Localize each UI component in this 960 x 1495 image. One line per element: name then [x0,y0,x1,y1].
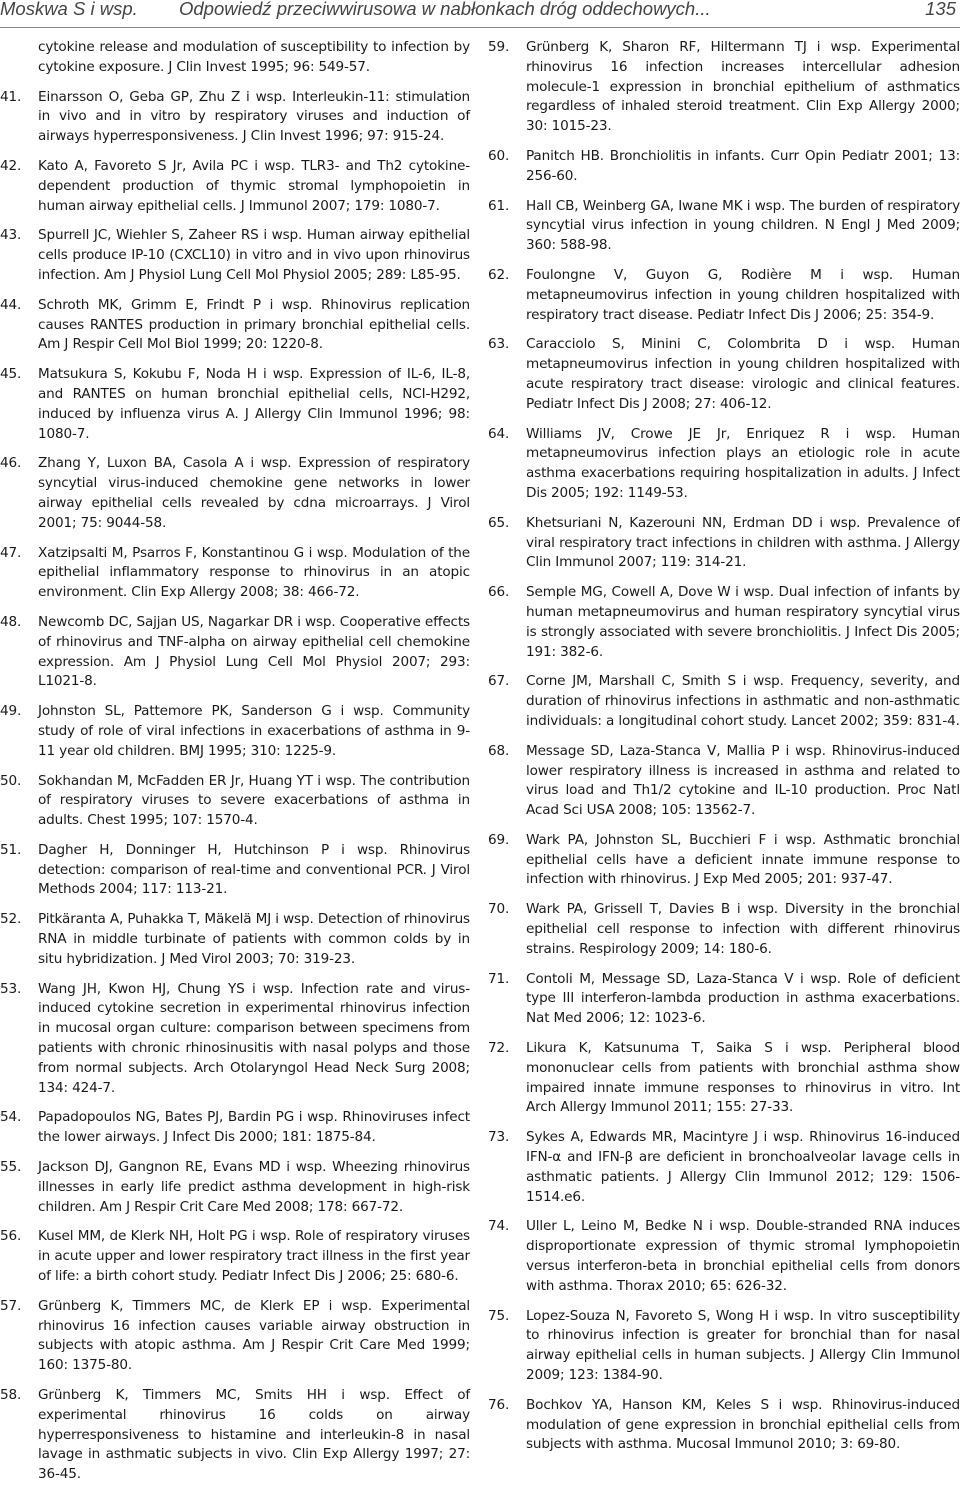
reference-number: 45. [0,366,22,383]
reference-text: Pitkäranta A, Puhakka T, Mäkelä MJ i wsp. Detection of rhinovirus RNA in middle turbinate of patients with common colds by in situ hybridization. J Med Virol 2003; 70: 319-23. [38,911,470,967]
reference-item [0,613,470,692]
reference-item [0,980,470,1099]
reference-text: Grünberg K, Timmers MC, Smits HH i wsp. Effect of experimental rhinovirus 16 colds on airway hyperresponsiveness to histamine and interleukin-8 in nasal lavage in asthmatic subjects in vivo. Clin Exp Allergy 1997; 27: 36-45. [38,1387,470,1483]
reference-text: Lopez-Souza N, Favoreto S, Wong H i wsp. In vitro susceptibility to rhinovirus infection is greater for bronchial than for nasal airway epithelial cells in human subjects. J Allergy Clin Immunol 2009; 123: 1384-90. [526,1307,960,1384]
right-column [488,38,960,1465]
reference-number: 61. [488,197,510,214]
reference-text: Contoli M, Message SD, Laza-Stanca V i wsp. Role of deficient type III interferon-lambda production in asthma exacerbations. Nat Med 2006; 12: 1023-6. [526,970,960,1027]
header-rule [0,27,960,28]
reference-text: Khetsuriani N, Kazerouni NN, Erdman DD i wsp. Prevalence of viral respiratory tract infections in children with asthma. J Allergy Clin Immunol 2007; 119: 314-21. [526,514,960,571]
reference-item [0,296,470,355]
reference-item [0,1227,470,1286]
reference-text: Panitch HB. Bronchiolitis in infants. Curr Opin Pediatr 2001; 13: 256-60. [526,147,960,184]
reference-number: 69. [488,831,510,848]
reference-text: Einarsson O, Geba GP, Zhu Z i wsp. Interleukin-11: stimulation in vivo and in vitro by respiratory viruses and induction of airways hyperresponsiveness. J Clin Invest 1996; 97: 915-24. [38,88,470,145]
left-column [0,38,470,1495]
reference-number: 42. [0,157,22,174]
reference-text: Jackson DJ, Gangnon RE, Evans MD i wsp. Wheezing rhinovirus illnesses in early life predict asthma development in high-risk children. Am J Respir Crit Care Med 2008; 178: 667-72. [38,1159,470,1215]
reference-number: 58. [0,1387,22,1404]
reference-number: 64. [488,425,510,442]
reference-item [0,88,470,147]
reference-text: Corne JM, Marshall C, Smith S i wsp. Frequency, severity, and duration of rhinovirus infections in asthmatic and non-asthmatic individuals: a longitudinal cohort study. Lancet 2002; 359: 831-4. [526,673,960,729]
reference-item [0,454,470,533]
reference-number: 73. [488,1129,510,1146]
reference-number: 60. [488,147,510,164]
reference-item [488,1128,960,1207]
reference-item [488,38,960,137]
reference-item [0,544,470,603]
reference-number: 65. [488,514,510,531]
reference-item [0,365,470,444]
reference-number: 41. [0,88,22,105]
reference-item [488,266,960,325]
reference-number: 66. [488,584,510,601]
reference-number: 67. [488,673,510,690]
reference-text: Papadopoulos NG, Bates PJ, Bardin PG i wsp. Rhinoviruses infect the lower airways. J Infect Dis 2000; 181: 1875-84. [38,1109,470,1146]
reference-text: Grünberg K, Sharon RF, Hiltermann TJ i wsp. Experimental rhinovirus 16 infection increases intercellular adhesion molecule-1 expression in bronchial epithelium of asthmatics regardless of inhaled steroid treatment. Clin Exp Allergy 2000; 30: 1015-23. [526,39,960,135]
reference-number: 71. [488,970,510,987]
reference-text: Johnston SL, Pattemore PK, Sanderson G i wsp. Community study of role of viral infections in exacerbations of asthma in 9-11 year old children. BMJ 1995; 310: 1225-9. [38,703,470,759]
reference-text: Wark PA, Johnston SL, Bucchieri F i wsp. Asthmatic bronchial epithelial cells have a deficient innate immune response to infection with rhinovirus. J Exp Med 2005; 201: 937-47. [526,831,960,888]
reference-text: Foulongne V, Guyon G, Rodière M i wsp. Human metapneumovirus infection in young children hospitalized with respiratory tract disease. Pediatr Infect Dis J 2006; 25: 354-9. [526,266,960,323]
reference-number: 56. [0,1228,22,1245]
reference-text: Spurrell JC, Wiehler S, Zaheer RS i wsp. Human airway epithelial cells produce IP-10 (CXCL10) in vitro and in vivo upon rhinovirus infection. Am J Physiol Lung Cell Mol Physiol 2005; 289: L85-95. [38,227,470,283]
reference-text: Wark PA, Grissell T, Davies B i wsp. Diversity in the bronchial epithelial cell response to infection with different rhinovirus strains. Respirology 2009; 14: 180-6. [526,901,960,957]
reference-number: 44. [0,296,22,313]
reference-item [488,900,960,959]
reference-number: 53. [0,980,22,997]
reference-text: Newcomb DC, Sajjan US, Nagarkar DR i wsp. Cooperative effects of rhinovirus and TNF-alpha on airway epithelial cell chemokine expression. Am J Physiol Lung Cell Mol Physiol 2007; 293: L1021-8. [38,613,470,690]
reference-item [488,970,960,1029]
reference-text: Wang JH, Kwon HJ, Chung YS i wsp. Infection rate and virus-induced cytokine secretion in experimental rhinovirus infection in mucosal organ culture: comparison between specimens from patients with chronic rhinosinusitis with nasal polyps and those from normal subjects. Arch Otolaryngol Head Neck Surg 2008; 134: 424-7. [38,980,470,1096]
reference-item [488,147,960,187]
reference-continuation: cytokine release and modulation of susceptibility to infection by cytokine exposure. J Clin Invest 1995; 96: 549-57. [38,39,470,75]
reference-item [0,1386,470,1485]
reference-item [488,831,960,890]
reference-number: 63. [488,336,510,353]
reference-number: 48. [0,613,22,630]
reference-text: Kusel MM, de Klerk NH, Holt PG i wsp. Role of respiratory viruses in acute upper and lower respiratory tract illness in the first year of life: a birth cohort study. Pediatr Infect Dis J 2006; 25: 680-6. [38,1228,470,1285]
reference-item [488,335,960,414]
reference-number: 49. [0,703,22,720]
reference-text: Message SD, Laza-Stanca V, Mallia P i wsp. Rhinovirus-induced lower respiratory illness is increased in asthma and related to virus load and Th1/2 cytokine and IL-10 production. Proc Natl Acad Sci USA 2008; 105: 13562-7. [526,742,960,819]
reference-number: 57. [0,1297,22,1314]
reference-text: Likura K, Katsunuma T, Saika S i wsp. Peripheral blood mononuclear cells from patients with bronchial asthma show impaired innate immune responses to rhinovirus in vitro. Int Arch Allergy Immunol 2011; 155: 27-33. [526,1040,960,1116]
reference-number: 51. [0,841,22,858]
reference-text: Sokhandan M, McFadden ER Jr, Huang YT i wsp. The contribution of respiratory viruses to severe exacerbations of asthma in adults. Chest 1995; 107: 1570-4. [38,772,470,829]
reference-text: Schroth MK, Grimm E, Frindt P i wsp. Rhinovirus replication causes RANTES production in primary bronchial epithelial cells. Am J Respir Cell Mol Biol 1999; 20: 1220-8. [38,296,470,353]
reference-number: 70. [488,901,510,918]
reference-number: 55. [0,1159,22,1176]
reference-item [0,772,470,831]
header-title: Odpowiedź przeciwwirusowa w nabłonkach dróg oddechowych... [179,0,711,19]
reference-item [0,702,470,761]
reference-text: Hall CB, Weinberg GA, Iwane MK i wsp. The burden of respiratory syncytial virus infection in young children. N Engl J Med 2009; 360: 588-98. [526,197,960,254]
reference-number: 47. [0,544,22,561]
reference-item [0,910,470,969]
header-authors: Moskwa S i wsp. [0,0,138,19]
reference-number: 68. [488,742,510,759]
reference-item [0,226,470,285]
reference-number: 74. [488,1218,510,1235]
reference-number: 50. [0,772,22,789]
reference-item [488,425,960,504]
reference-text: Uller L, Leino M, Bedke N i wsp. Double-stranded RNA induces disproportionate expression of thymic stromal lymphopoietin versus interferon-beta in bronchial epithelial cells from donors with asthma. Thorax 2010; 65: 626-32. [526,1218,960,1294]
reference-item [488,672,960,731]
reference-text: Matsukura S, Kokubu F, Noda H i wsp. Expression of IL-6, IL-8, and RANTES on human bronchial epithelial cells, NCI-H292, induced by influenza virus A. J Allergy Clin Immunol 1996; 98: 1080-7. [38,366,470,442]
reference-item [488,742,960,821]
reference-text: Grünberg K, Timmers MC, de Klerk EP i wsp. Experimental rhinovirus 16 infection causes variable airway obstruction in subjects with atopic asthma. Am J Respir Crit Care Med 1999; 160: 1375-80. [38,1297,470,1374]
reference-number: 46. [0,455,22,472]
reference-number: 72. [488,1040,510,1057]
reference-number: 59. [488,39,510,55]
page-number: 135 [925,0,956,19]
reference-text: Dagher H, Donninger H, Hutchinson P i wsp. Rhinovirus detection: comparison of real-time and conventional PCR. J Virol Methods 2004; 117: 113-21. [38,841,470,898]
reference-number: 76. [488,1396,510,1413]
reference-number: 62. [488,266,510,283]
reference-text: Semple MG, Cowell A, Dove W i wsp. Dual infection of infants by human metapneumovirus and human respiratory syncytial virus is strongly associated with severe bronchiolitis. J Infect Dis 2005; 191: 382-6. [526,584,960,660]
running-header [0,0,960,26]
reference-item [0,841,470,900]
reference-item [488,583,960,662]
reference-item [0,1158,470,1217]
reference-text: Bochkov YA, Hanson KM, Keles S i wsp. Rhinovirus-induced modulation of gene expression in bronchial epithelial cells from subjects with asthma. Mucosal Immunol 2010; 3: 69-80. [526,1396,960,1453]
reference-item [0,157,470,216]
reference-item [488,1396,960,1455]
reference-number: 54. [0,1109,22,1126]
reference-text: Kato A, Favoreto S Jr, Avila PC i wsp. TLR3- and Th2 cytokine-dependent production of thymic stromal lymphopoietin in human airway epithelial cells. J Immunol 2007; 179: 1080-7. [38,157,470,214]
reference-number: 52. [0,911,22,928]
reference-item [488,1217,960,1296]
reference-item [0,1297,470,1376]
reference-text: Zhang Y, Luxon BA, Casola A i wsp. Expression of respiratory syncytial virus-induced chemokine gene networks in lower airway epithelial cells revealed by cdna microarrays. J Virol 2001; 75: 9044-58. [38,455,470,531]
reference-text: Sykes A, Edwards MR, Macintyre J i wsp. Rhinovirus 16-induced IFN-α and IFN-β are deficient in bronchoalveolar lavage cells in asthmatic patients. J Allergy Clin Immunol 2012; 129: 1506-1514.e6. [526,1129,960,1205]
reference-item [488,1039,960,1118]
right-reference-list [488,38,960,1455]
reference-item [488,197,960,256]
reference-number: 75. [488,1307,510,1324]
reference-number: 43. [0,227,22,244]
reference-item [488,514,960,573]
reference-item [0,1108,470,1148]
reference-text: Caracciolo S, Minini C, Colombrita D i wsp. Human metapneumovirus infection in young children hospitalized with acute respiratory tract disease: virologic and clinical features. Pediatr Infect Dis J 2008; 27: 406-12. [526,336,960,412]
reference-item [488,1307,960,1386]
left-reference-list [0,88,470,1485]
reference-text: Xatzipsalti M, Psarros F, Konstantinou G i wsp. Modulation of the epithelial inflammatory response to rhinovirus in an atopic environment. Clin Exp Allergy 2008; 38: 466-72. [38,544,470,601]
reference-text: Williams JV, Crowe JE Jr, Enriquez R i wsp. Human metapneumovirus infection plays an etiologic role in acute asthma exacerbations requiring hospitalization in adults. J Infect Dis 2005; 192: 1149-53. [526,425,960,501]
